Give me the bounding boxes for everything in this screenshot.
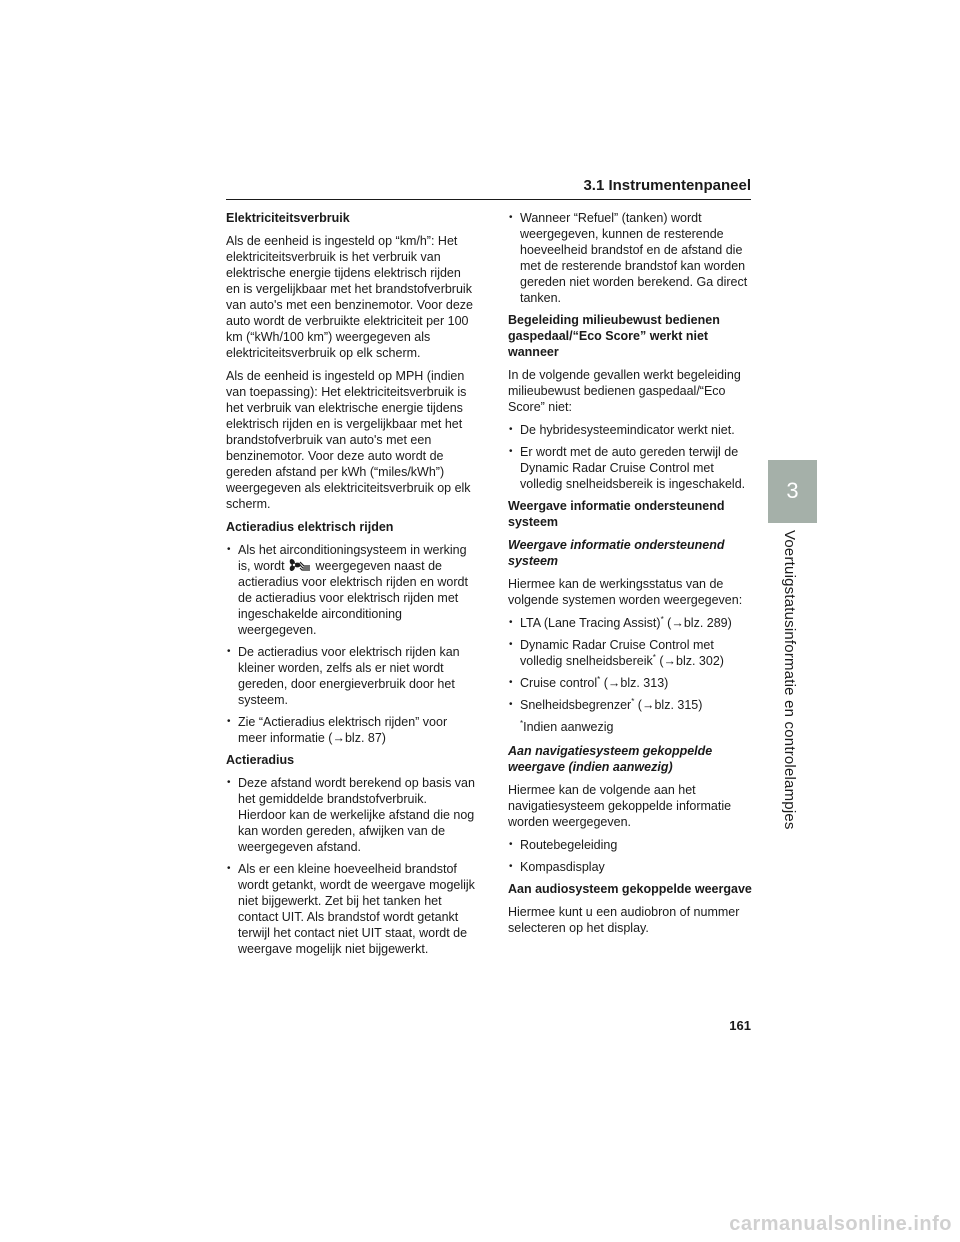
- fan-icon: [288, 558, 312, 572]
- list-item: • Routebegeleiding: [508, 837, 754, 853]
- footnote: [508, 719, 754, 735]
- paragraph: In de volgende gevallen werkt begeleiding milieubewust bedienen gaspedaal/“Eco Score” niet:: [508, 368, 741, 414]
- heading-audio: Aan audiosysteem gekoppelde weergave: [508, 882, 752, 896]
- footnote-marker: *: [520, 718, 524, 728]
- chapter-tab: [768, 460, 817, 523]
- paragraph: Als de eenheid is ingesteld op “km/h”: Het elektriciteitsverbruik is het verbruik van elektrische energie tijdens elektrisch rijden en is vergelijkbaar met het brandstofverbruik van auto's met een benzinemotor. Voor deze auto wordt de verbruikte elektriciteit per 100 km (“kWh/100 km”) weergegeven als elektriciteitsverbruik op elk scherm.: [226, 234, 473, 360]
- header-divider: [226, 199, 751, 200]
- heading-support-system: Weergave informatie ondersteunend systeem: [508, 499, 725, 529]
- list-item: • De actieradius voor elektrisch rijden kan kleiner worden, zelfs als er niet wordt gereden, door energieverbruik door het systeem.: [226, 644, 478, 708]
- page-number: 161: [729, 1018, 751, 1033]
- page-reference: (→blz. 315): [634, 698, 703, 712]
- left-column: [226, 210, 478, 963]
- heading-electricity-consumption: Elektriciteitsverbruik: [226, 211, 350, 225]
- list-item: • Kompasdisplay: [508, 859, 754, 875]
- list-item-text: LTA (Lane Tracing Assist): [520, 616, 661, 630]
- chapter-title: Voertuigstatusinformatie en controlelampjes: [781, 530, 798, 830]
- right-column: [508, 210, 754, 943]
- list-item-text: Cruise control: [520, 676, 598, 690]
- list-item: [508, 637, 754, 669]
- heading-ev-range: Actieradius elektrisch rijden: [226, 520, 394, 534]
- list-item: • Deze afstand wordt berekend op basis van het gemiddelde brandstofverbruik. Hierdoor kan de werkelijke afstand die nog kan worden gereden, afwijken van de weergegeven afstand.: [226, 775, 478, 855]
- list-item: [508, 615, 754, 631]
- list-item-text: Snelheidsbegrenzer: [520, 698, 632, 712]
- footnote-marker: *: [652, 652, 656, 662]
- page-reference: (→blz. 289): [663, 616, 732, 630]
- list-item-text: weergegeven naast de actieradius voor elektrisch rijden en wordt de actieradius voor elektrisch rijden met ingeschakelde airconditioning weergegeven.: [238, 559, 468, 637]
- footnote-text: Indien aanwezig: [523, 720, 614, 734]
- list-item: • Er wordt met de auto gereden terwijl de Dynamic Radar Cruise Control met volledig snelheidsbereik is ingeschakeld.: [508, 444, 754, 492]
- subheading-navigation: Aan navigatiesysteem gekoppelde weergave (indien aanwezig): [508, 744, 713, 774]
- list-item: • Wanneer “Refuel” (tanken) wordt weergegeven, kunnen de resterende hoeveelheid brandstof en de afstand die met de resterende brandstof kan worden gereden niet worden berekend. Ga direct tanken.: [508, 210, 754, 306]
- footnote-marker: *: [631, 696, 635, 706]
- list-item: [508, 675, 754, 691]
- list-item-text: Als het airconditioningsysteem in werking is, wordt: [238, 543, 467, 573]
- list-item: • Als er een kleine hoeveelheid brandstof wordt getankt, wordt de weergave mogelijk niet bijgewerkt. Zet bij het tanken het contact UIT. Als brandstof wordt getankt terwijl het contact niet UIT staat, wordt de weergave mogelijk niet bijgewerkt.: [226, 861, 478, 957]
- heading-eco-guidance: Begeleiding milieubewust bedienen gaspedaal/“Eco Score” werkt niet wanneer: [508, 313, 720, 359]
- list-item: • De hybridesysteemindicator werkt niet.: [508, 422, 754, 438]
- footnote-marker: *: [597, 674, 601, 684]
- list-item-text: Dynamic Radar Cruise Control met volledig snelheidsbereik: [520, 638, 714, 668]
- watermark: carmanualsonline.info: [729, 1213, 952, 1235]
- paragraph: Hiermee kunt u een audiobron of nummer selecteren op het display.: [508, 905, 740, 935]
- section-title: 3.1 Instrumentenpaneel: [583, 177, 751, 194]
- chapter-number: 3: [786, 478, 799, 503]
- page-reference: (→blz. 313): [600, 676, 669, 690]
- list-item: [508, 697, 754, 713]
- paragraph: Hiermee kan de volgende aan het navigatiesysteem gekoppelde informatie worden weergegeven.: [508, 783, 732, 829]
- list-item: • Zie “Actieradius elektrisch rijden” voor meer informatie (→blz. 87): [226, 714, 478, 746]
- paragraph: Hiermee kan de werkingsstatus van de volgende systemen worden weergegeven:: [508, 577, 743, 607]
- list-item: [226, 542, 478, 638]
- footnote-marker: *: [660, 614, 664, 624]
- paragraph: Als de eenheid is ingesteld op MPH (indien van toepassing): Het elektriciteitsverbruik is het verbruik van elektrische energie tijdens elektrisch rijden en is vergelijkbaar met het brandstofverbruik van auto's met een benzinemotor. Voor deze auto wordt de gereden afstand per kWh (“miles/kWh”) weergegeven als elektriciteitsverbruik op elk scherm.: [226, 369, 471, 511]
- subheading-support-system: Weergave informatie ondersteunend systeem: [508, 538, 725, 568]
- heading-range: Actieradius: [226, 753, 295, 767]
- page-reference: (→blz. 302): [655, 654, 724, 668]
